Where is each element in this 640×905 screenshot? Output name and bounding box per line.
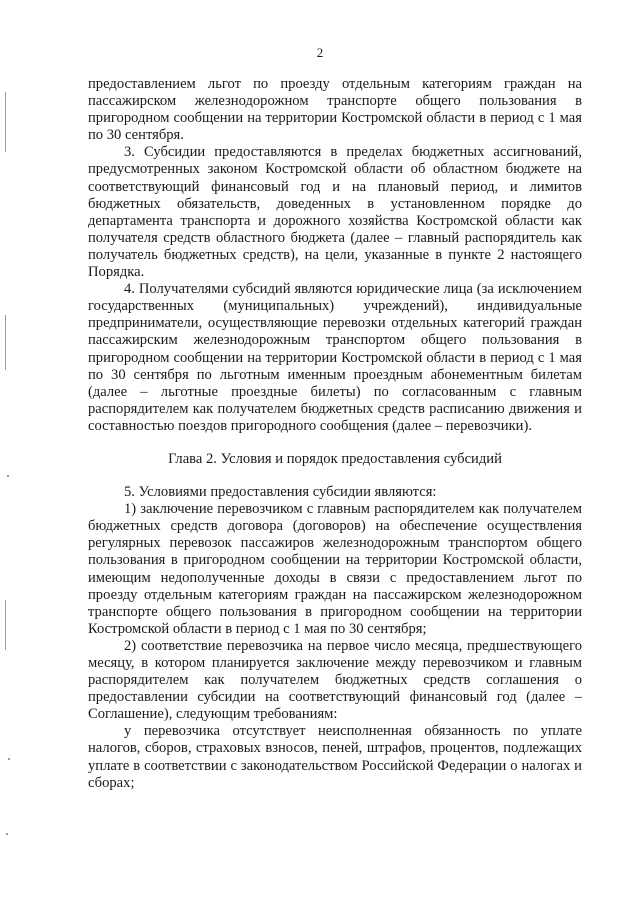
- chapter-heading: Глава 2. Условия и порядок предоставления субсидий: [168, 450, 502, 467]
- paragraph-item-3: 3. Субсидии предоставляются в пределах бюджетных ассигнований, предусмотренных законом Костромской области об областном бюджете на соответствующий финансовый год и на плановый период, и лимитов бюджетных обязательств, доведенных в установленном порядке до департамента транспорта и дорожного хозяйства Костромской области как получателя средств областного бюджета (далее – главный распорядитель как получатель бюджетных средств), на цели, указанные в пункте 2 настоящего Порядка.: [88, 144, 582, 281]
- paragraph-subitem-1: 1) заключение перевозчиком с главным распорядителем как получателем бюджетных средств договора (договоров) на обеспечение осуществления регулярных перевозок пассажиров железнодорожным транспортом общего пользования в пригородном сообщении на территории Костромской области, имеющим недополученные доходы в связи с предоставлением льгот по проезду отдельным категориям граждан на пассажирском железнодорожном транспорте общего пользования в пригородном сообщении на территории Костромской области в период с 1 мая по 30 сентября;: [88, 501, 582, 637]
- scan-margin-mark: [5, 600, 6, 650]
- paragraph-continuation: предоставлением льгот по проезду отдельным категориям граждан на пассажирском железнодорожном транспорте общего пользования в пригородном сообщении на территории Костромской области в период с 1 мая по 30 сентября.: [88, 76, 582, 144]
- scan-margin-mark: [5, 92, 6, 152]
- page-number: 2: [316, 45, 324, 60]
- scan-dot: [7, 475, 9, 477]
- document-body: [88, 76, 582, 792]
- scan-dot: [6, 833, 8, 835]
- paragraph-item-5: 5. Условиями предоставления субсидии являются:: [124, 484, 437, 501]
- paragraph-requirement: у перевозчика отсутствует неисполненная обязанность по уплате налогов, сборов, страховых взносов, пеней, штрафов, процентов, подлежащих уплате в соответствии с законодательством Российской Федерации о налогах и сборах;: [88, 723, 582, 791]
- scan-dot: [8, 758, 10, 760]
- scan-margin-mark: [5, 315, 6, 370]
- paragraph-subitem-2: 2) соответствие перевозчика на первое число месяца, предшествующего месяцу, в котором планируется заключение между перевозчиком и главным распорядителем как получателем бюджетных средств соглашения о предоставлении субсидии на соответствующий финансовый год (далее – Соглашение), следующим требованиям:: [88, 637, 582, 723]
- paragraph-item-4: 4. Получателями субсидий являются юридические лица (за исключением государственных (муниципальных) учреждений), индивидуальные предприниматели, осуществляющие перевозки отдельных категорий граждан пассажирским железнодорожным транспортом общего пользования в пригородном сообщении на территории Костромской области в период с 1 мая по 30 сентября по льготным именным проездным абонементным билетам (далее – льготные проездные билеты) по согласованным с главным распорядителем как получателем бюджетных средств расписанию движения и составностью поездов пригородного сообщения (далее – перевозчики).: [88, 281, 582, 434]
